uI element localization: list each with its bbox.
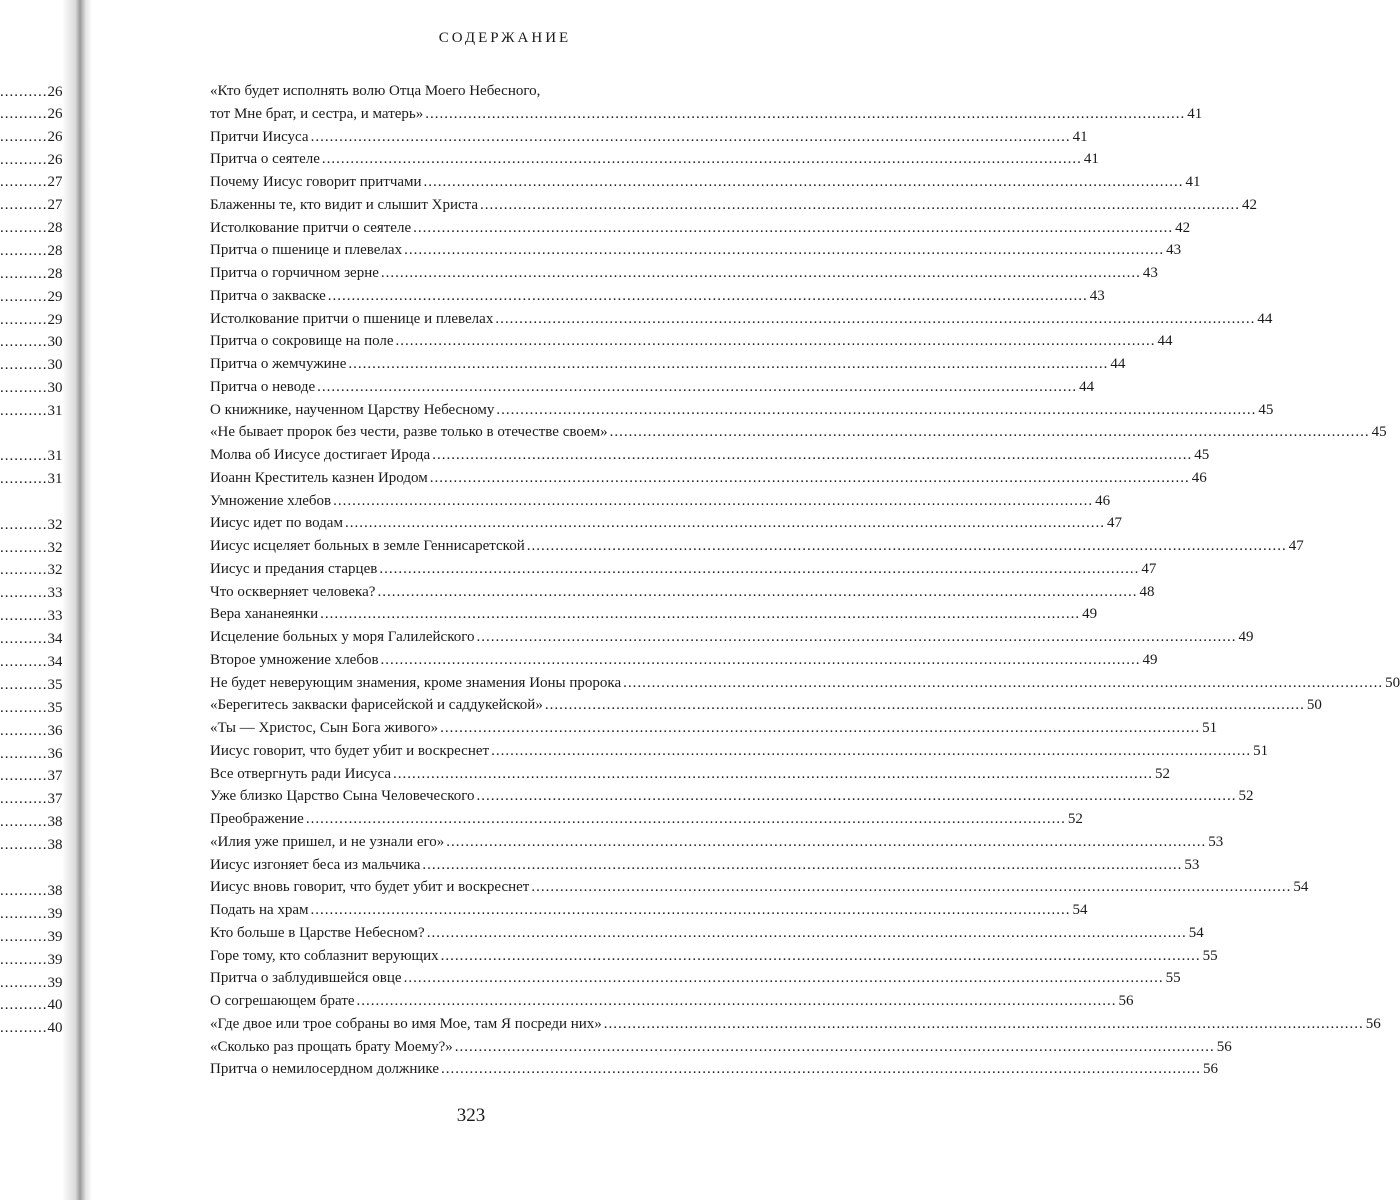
leader-dots: .......... <box>0 220 48 236</box>
toc-entry-title: «Не бывает пророк без чести, разве только в отечестве своем» <box>210 424 608 441</box>
leader-dots: .......... <box>0 266 48 282</box>
leader-dots <box>441 1058 1201 1081</box>
leader-dots: .......... <box>0 723 48 739</box>
toc-entry <box>210 490 1111 513</box>
left-page-number: 40 <box>47 997 63 1013</box>
leader-dots <box>393 763 1153 786</box>
toc-entry-title: Иисус говорит, что будет убит и воскреснет <box>210 742 490 759</box>
toc-entry-page: 56 <box>1216 1038 1232 1055</box>
toc-entry <box>210 330 1173 353</box>
leader-dots: .......... <box>0 929 48 945</box>
toc-entry <box>210 990 1134 1013</box>
left-page-number: 28 <box>47 266 63 282</box>
toc-entry-page: 50 <box>1385 674 1400 691</box>
leader-dots: .......... <box>0 997 48 1013</box>
left-page-number: 36 <box>47 746 63 762</box>
toc-entry-page: 53 <box>1184 856 1200 873</box>
left-page-number: 26 <box>47 106 63 122</box>
toc-entry-title: Второе умножение хлебов <box>210 651 379 668</box>
toc-entry <box>210 854 1200 877</box>
left-page-number: 27 <box>47 174 63 190</box>
left-page-number: 31 <box>47 403 63 419</box>
left-page-number: 38 <box>47 883 63 899</box>
toc-entry-page: 44 <box>1079 378 1095 395</box>
toc-entry <box>210 148 1099 171</box>
left-page-entry <box>0 972 63 994</box>
toc-entry-title: Притча о пшенице и плевелах <box>210 242 403 259</box>
toc-entry-page: 47 <box>1288 538 1304 554</box>
toc-entry-page: 51 <box>1253 742 1269 759</box>
toc-entry-page: 56 <box>1203 1061 1219 1078</box>
toc-entry-page: 44 <box>1157 333 1173 350</box>
toc-entry-page: 41 <box>1072 128 1088 145</box>
left-page-number: 30 <box>47 334 63 350</box>
left-page-entry <box>0 263 63 285</box>
left-page-number: 26 <box>47 152 63 168</box>
leader-dots: .......... <box>0 312 48 328</box>
leader-dots <box>404 967 1164 990</box>
left-page-number: 39 <box>47 906 63 922</box>
toc-entry-title: Притча о жемчужине <box>210 356 347 372</box>
leader-dots: .......... <box>0 814 48 830</box>
toc-entry-page: 43 <box>1089 287 1105 304</box>
toc-entry-page: 45 <box>1371 424 1387 441</box>
left-page-entry <box>0 697 63 719</box>
toc-entry-title: Иисус изгоняет беса из мальчика <box>210 856 421 873</box>
toc-entry-page: 54 <box>1293 879 1309 896</box>
toc-entry-title: Кто больше в Царстве Небесном? <box>210 924 425 941</box>
leader-dots <box>440 717 1200 740</box>
leader-dots: .......... <box>0 791 48 807</box>
leader-dots <box>446 831 1206 854</box>
toc-entry <box>210 558 1157 581</box>
leader-dots <box>527 535 1287 558</box>
left-page-entry <box>0 926 63 948</box>
toc-entry-page: 42 <box>1175 219 1191 236</box>
toc-entry <box>210 239 1182 262</box>
toc-entry-page: 53 <box>1208 833 1224 850</box>
toc-entry-page: 54 <box>1188 924 1204 941</box>
leader-dots: .......... <box>0 631 48 647</box>
toc-entry <box>210 763 1170 786</box>
leader-dots: .......... <box>0 471 48 487</box>
left-page-number: 32 <box>47 562 63 578</box>
left-page-number: 37 <box>47 768 63 784</box>
toc-entry-title: Притчи Иисуса <box>210 128 309 145</box>
toc-entry-title: Иисус исцеляет больных в земле Геннисаретской <box>210 538 525 554</box>
leader-dots <box>545 694 1305 717</box>
toc-entry-title: Притча о сокровище на поле <box>210 333 394 350</box>
left-page-number: 39 <box>47 975 63 991</box>
leader-dots <box>531 876 1291 899</box>
leader-dots: .......... <box>0 174 48 190</box>
toc-entry <box>210 376 1095 399</box>
leader-dots: .......... <box>0 84 48 100</box>
leader-dots <box>306 808 1066 831</box>
left-page-entry <box>0 949 63 971</box>
leader-dots <box>396 330 1156 353</box>
toc-entry-title: Иисус вновь говорит, что будет убит и воскреснет <box>210 879 530 896</box>
left-page-number: 28 <box>47 220 63 236</box>
leader-dots <box>404 239 1164 262</box>
toc-entry-page: 46 <box>1095 492 1111 509</box>
toc-entry <box>210 467 1207 490</box>
leader-dots: .......... <box>0 585 48 601</box>
leader-dots <box>477 785 1237 808</box>
toc-entry <box>210 1036 1232 1059</box>
toc-entry <box>210 535 1304 558</box>
toc-entry-page: 45 <box>1194 447 1210 463</box>
left-page-entry <box>0 582 63 604</box>
toc-entry-page: 42 <box>1242 196 1258 213</box>
leader-dots: .......... <box>0 380 48 396</box>
toc-entry-title: О книжнике, наученном Царству Небесному <box>210 401 495 418</box>
toc-entry <box>210 399 1274 422</box>
toc-entry-page: 43 <box>1166 242 1182 259</box>
leader-dots: .......... <box>0 608 48 624</box>
leader-dots <box>381 262 1141 285</box>
leader-dots <box>604 1013 1364 1036</box>
toc-entry-title: Горе тому, кто соблазнит верующих <box>210 947 439 964</box>
toc-entry-page: 51 <box>1202 720 1218 736</box>
toc-entry-page: 47 <box>1141 560 1157 577</box>
toc-entry <box>210 945 1218 968</box>
left-page-entry <box>0 354 63 376</box>
left-page-number: 27 <box>47 197 63 213</box>
left-page-number: 28 <box>47 243 63 259</box>
leader-dots: .......... <box>0 906 48 922</box>
toc-entry-title: Притча о заблудившейся овце <box>210 970 402 987</box>
toc-entry-page: 44 <box>1110 356 1126 372</box>
leader-dots: .......... <box>0 1020 48 1036</box>
toc-entry-title: Иисус и предания старцев <box>210 560 378 577</box>
toc-entry-title: Умножение хлебов <box>210 492 332 509</box>
toc-entry-title: Иисус идет по водам <box>210 515 343 532</box>
left-page-entry <box>0 834 63 856</box>
left-page-entry <box>0 468 63 490</box>
leader-dots <box>455 1036 1215 1059</box>
leader-dots: .......... <box>0 975 48 991</box>
toc-entry-page: 47 <box>1106 515 1122 532</box>
toc-entry-title: Притча о сеятеле <box>210 151 320 168</box>
left-page-fragment <box>0 0 70 1200</box>
leader-dots <box>496 399 1256 422</box>
toc-entry-page: 43 <box>1142 265 1158 281</box>
toc-entry-title: Притча о закваске <box>210 287 326 304</box>
toc-entry-title: «Ты — Христос, Сын Бога живого» <box>210 720 439 736</box>
left-page-number: 32 <box>47 517 63 533</box>
toc-entry-title: Иоанн Креститель казнен Иродом <box>210 469 428 486</box>
toc-entry-title: «Где двое или трое собраны во имя Мое, там Я посреди них» <box>210 1015 602 1032</box>
leader-dots: .......... <box>0 448 48 464</box>
left-page-entry <box>0 377 63 399</box>
left-page-entry <box>0 720 63 742</box>
toc-entry <box>210 262 1158 285</box>
left-page-entry <box>0 903 63 925</box>
left-page-entry <box>0 171 63 193</box>
leader-dots: .......... <box>0 700 48 716</box>
toc-entry-title: Почему Иисус говорит притчами <box>210 174 422 190</box>
toc-entry-title: Преображение <box>210 811 304 827</box>
toc-entry-title: Молва об Иисусе достигает Ирода <box>210 447 431 463</box>
toc-entry-page: 52 <box>1238 788 1254 805</box>
toc-entry-page: 56 <box>1118 993 1134 1009</box>
leader-dots: .......... <box>0 106 48 122</box>
leader-dots: .......... <box>0 677 48 693</box>
left-page-number: 39 <box>47 952 63 968</box>
left-page-number: 34 <box>47 631 63 647</box>
leader-dots <box>477 626 1237 649</box>
left-page-number: 29 <box>47 289 63 305</box>
left-page-entry <box>0 331 63 353</box>
leader-dots: .......... <box>0 562 48 578</box>
toc-entry-page: 48 <box>1139 583 1155 600</box>
left-page-entry <box>0 286 63 308</box>
toc-entry-title: Уже близко Царство Сына Человеческого <box>210 788 475 805</box>
leader-dots <box>495 308 1255 331</box>
left-page-number: 31 <box>47 448 63 464</box>
toc-entry <box>210 512 1122 535</box>
toc-entry <box>210 672 1400 695</box>
left-page-number: 29 <box>47 312 63 328</box>
left-page-entry <box>0 651 63 673</box>
toc-entry <box>210 353 1126 376</box>
leader-dots <box>623 672 1383 695</box>
leader-dots <box>425 103 1185 126</box>
left-page-entry <box>0 445 63 467</box>
leader-dots <box>422 854 1182 877</box>
toc-entry <box>210 80 1203 126</box>
toc-entry-title-line1: «Кто будет исполнять волю Отца Моего Небесного, <box>210 83 541 99</box>
toc-entry-page: 45 <box>1258 401 1274 418</box>
toc-entry-title: Что оскверняет человека? <box>210 583 376 600</box>
toc-entry <box>210 899 1088 922</box>
toc-entry <box>210 1058 1219 1081</box>
toc-entry-page: 56 <box>1365 1015 1381 1032</box>
left-page-entry <box>0 811 63 833</box>
leader-dots <box>413 217 1173 240</box>
toc-entry-title: Истолкование притчи о пшенице и плевелах <box>210 310 494 327</box>
leader-dots <box>381 649 1141 672</box>
left-page-number: 35 <box>47 677 63 693</box>
left-page-entry <box>0 880 63 902</box>
toc-entry <box>210 126 1088 149</box>
left-page-number: 32 <box>47 540 63 556</box>
toc-entry-title: Вера хананеянки <box>210 606 319 623</box>
toc-entry-page: 41 <box>1185 174 1201 190</box>
leader-dots: .......... <box>0 517 48 533</box>
toc-entry-title: Не будет неверующим знамения, кроме знамения Ионы пророка <box>210 674 622 691</box>
book-gutter <box>62 0 92 1200</box>
left-page-entry <box>0 149 63 171</box>
leader-dots: .......... <box>0 152 48 168</box>
left-page-number: 36 <box>47 723 63 739</box>
toc-entry-title: «Берегитесь закваски фарисейской и саддукейской» <box>210 697 543 714</box>
toc-entry <box>210 876 1309 899</box>
left-page-number: 39 <box>47 929 63 945</box>
left-page-entry <box>0 514 63 536</box>
toc-entry-page: 49 <box>1082 606 1098 623</box>
leader-dots <box>432 444 1192 467</box>
toc-entry-page: 49 <box>1238 629 1254 645</box>
toc-entry <box>210 603 1098 626</box>
leader-dots <box>491 740 1251 763</box>
toc-entry <box>210 171 1201 194</box>
left-page-entry <box>0 400 63 422</box>
toc-entry-title: Подать на храм <box>210 902 309 918</box>
toc-entry <box>210 194 1258 217</box>
left-page-number: 38 <box>47 837 63 853</box>
toc-entry-title: «Сколько раз прощать брату Моему?» <box>210 1038 453 1055</box>
left-page-number: 30 <box>47 357 63 373</box>
leader-dots <box>311 899 1071 922</box>
toc-entry <box>210 421 1387 444</box>
left-page-entry <box>0 240 63 262</box>
toc-entry-page: 41 <box>1187 105 1203 122</box>
leader-dots: .......... <box>0 289 48 305</box>
toc-entry-title: Притча о немилосердном должнике <box>210 1061 440 1078</box>
left-page-entry <box>0 994 63 1016</box>
toc-entry <box>210 967 1181 990</box>
leader-dots: .......... <box>0 768 48 784</box>
left-page-entry <box>0 743 63 765</box>
leader-dots <box>345 512 1105 535</box>
left-page-entry <box>0 537 63 559</box>
toc-entry-title: Блаженны те, кто видит и слышит Христа <box>210 196 479 213</box>
leader-dots <box>610 421 1370 444</box>
left-page-number: 26 <box>47 129 63 145</box>
leader-dots <box>320 603 1080 626</box>
leader-dots: .......... <box>0 883 48 899</box>
left-page-number: 38 <box>47 814 63 830</box>
left-page-number: 40 <box>47 1020 63 1036</box>
leader-dots <box>427 922 1187 945</box>
leader-dots: .......... <box>0 952 48 968</box>
leader-dots <box>430 467 1190 490</box>
left-page-number: 26 <box>47 84 63 100</box>
leader-dots: .......... <box>0 197 48 213</box>
leader-dots: .......... <box>0 403 48 419</box>
left-page-number: 33 <box>47 608 63 624</box>
toc-entry-page: 50 <box>1306 697 1322 714</box>
left-page-number: 37 <box>47 791 63 807</box>
left-page-number: 30 <box>47 380 63 396</box>
toc-entry <box>210 649 1158 672</box>
toc-entry <box>210 308 1273 331</box>
leader-dots: .......... <box>0 654 48 670</box>
leader-dots <box>357 990 1117 1013</box>
leader-dots: .......... <box>0 746 48 762</box>
toc-entry-title: Притча о горчичном зерне <box>210 265 379 281</box>
left-page-entry <box>0 217 63 239</box>
toc-entry-page: 55 <box>1165 970 1181 987</box>
left-page-entry <box>0 628 63 650</box>
leader-dots <box>317 376 1077 399</box>
toc-entry-page: 44 <box>1257 310 1273 327</box>
toc-entry <box>210 808 1083 831</box>
toc-entry <box>210 626 1254 649</box>
toc-entry-title: Притча о неводе <box>210 378 316 395</box>
toc-entry-title: Истолкование притчи о сеятеле <box>210 219 412 236</box>
toc-entry-title: О согрешающем брате <box>210 993 355 1009</box>
leader-dots <box>348 353 1108 376</box>
leader-dots <box>328 285 1088 308</box>
left-page-entry <box>0 559 63 581</box>
toc-entry-page: 52 <box>1154 765 1170 782</box>
leader-dots: .......... <box>0 540 48 556</box>
toc-entry <box>210 740 1269 763</box>
toc-entry-page: 41 <box>1083 151 1099 168</box>
leader-dots: .......... <box>0 334 48 350</box>
leader-dots <box>379 558 1139 581</box>
toc-entry <box>210 581 1155 604</box>
left-page-entry <box>0 126 63 148</box>
leader-dots <box>377 581 1137 604</box>
left-page-entry <box>0 81 63 103</box>
left-page-entry <box>0 788 63 810</box>
leader-dots <box>333 490 1093 513</box>
left-page-entry <box>0 605 63 627</box>
toc-entry <box>210 831 1224 854</box>
toc-entry-title: Исцеление больных у моря Галилейского <box>210 629 475 645</box>
left-page-entry <box>0 674 63 696</box>
toc-entry-title: Все отвергнуть ради Иисуса <box>210 765 391 782</box>
left-page-number: 33 <box>47 585 63 601</box>
left-page-entry <box>0 103 63 125</box>
table-of-contents <box>210 80 1400 1081</box>
toc-entry-title: «Илия уже пришел, и не узнали его» <box>210 833 445 850</box>
leader-dots <box>441 945 1201 968</box>
toc-entry-page: 49 <box>1142 651 1158 668</box>
toc-entry <box>210 1013 1381 1036</box>
left-page-entry <box>0 309 63 331</box>
leader-dots: .......... <box>0 357 48 373</box>
toc-entry <box>210 717 1218 740</box>
leader-dots <box>311 126 1071 149</box>
page-number: 323 <box>456 1105 486 1126</box>
left-page-entry <box>0 765 63 787</box>
toc-entry <box>210 285 1105 308</box>
leader-dots <box>424 171 1184 194</box>
leader-dots: .......... <box>0 129 48 145</box>
leader-dots <box>322 148 1082 171</box>
left-page-number: 34 <box>47 654 63 670</box>
left-page-number: 35 <box>47 700 63 716</box>
toc-entry-page: 52 <box>1067 811 1083 827</box>
leader-dots <box>480 194 1240 217</box>
leader-dots: .......... <box>0 837 48 853</box>
left-page-entry <box>0 194 63 216</box>
toc-entry-title: тот Мне брат, и сестра, и матерь» <box>210 105 424 122</box>
toc-entry-page: 55 <box>1202 947 1218 964</box>
toc-entry <box>210 694 1322 717</box>
toc-entry <box>210 217 1191 240</box>
left-page-entry <box>0 1017 63 1039</box>
running-head: СОДЕРЖАНИЕ <box>438 30 572 46</box>
toc-entry-page: 54 <box>1072 902 1088 918</box>
toc-entry-page: 46 <box>1191 469 1207 486</box>
toc-entry <box>210 444 1210 467</box>
toc-entry <box>210 785 1254 808</box>
leader-dots: .......... <box>0 243 48 259</box>
left-page-number: 31 <box>47 471 63 487</box>
toc-entry <box>210 922 1204 945</box>
